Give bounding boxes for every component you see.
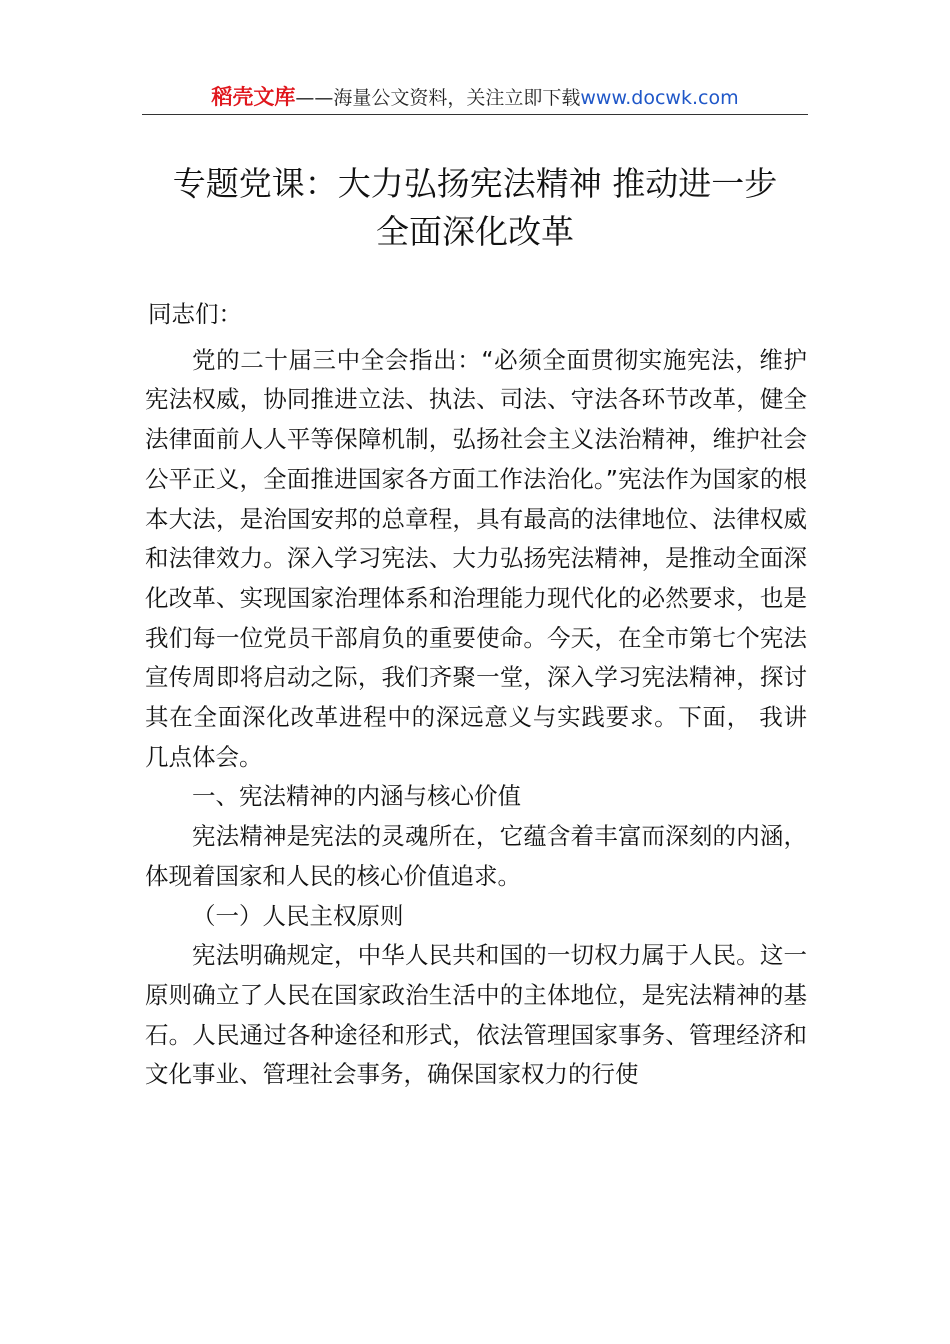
paragraph-section-1: 宪法精神是宪法的灵魂所在，它蕴含着丰富而深刻的内涵，体现着国家和人民的核心价值追求。 — [145, 822, 807, 890]
page-title — [120, 160, 830, 256]
section-heading-1: 一、宪法精神的内涵与核心价值 — [192, 782, 521, 811]
greeting: 同志们： — [148, 300, 242, 328]
header-slogan: ——海量公文资料，关注立即下载 — [295, 87, 581, 109]
title-line-1: 专题党课：大力弘扬宪法精神 推动进一步 — [172, 164, 778, 203]
subsection-heading-1: （一）人民主权原则 — [192, 901, 404, 930]
paragraph-intro: 党的二十届三中全会指出：“必须全面贯彻实施宪法，维护宪法权威，协同推进立法、执法、司法、守法各环节改革，健全法律面前人人平等保障机制，弘扬社会主义法治精神，维护社会公平正义，全面推进国家各方面工作法治化。”宪法作为国家的根本大法，是治国安邦的总章程，具有最高的法律地位、法律权威和法律效力。深入学习宪法、大力弘扬宪法精神，是推动全面深化改革、实现国家治理体系和治理能力现代化的必然要求，也是我们每一位党员干部肩负的重要使命。今天，在全市第七个宪法宣传周即将启动之际，我们齐聚一堂，深入学习宪法精神，探讨其在全面深化改革进程中的深远意义与实践要求。下面， 我讲几点体会。 — [145, 345, 807, 771]
brand-name: 稻壳文库 — [211, 85, 296, 109]
website-link[interactable]: www.docwk.com — [580, 87, 739, 109]
header-divider — [142, 114, 808, 115]
paragraph-subsection-1: 宪法明确规定，中华人民共和国的一切权力属于人民。这一原则确立了人民在国家政治生活中的主体地位，是宪法精神的基石。人民通过各种途径和形式，依法管理国家事务、管理经济和文化事业、管理社会事务，确保国家权力的行使 — [145, 941, 807, 1089]
title-line-2: 全面深化改革 — [376, 212, 574, 251]
document-body — [145, 295, 807, 1095]
document-header — [142, 84, 808, 111]
